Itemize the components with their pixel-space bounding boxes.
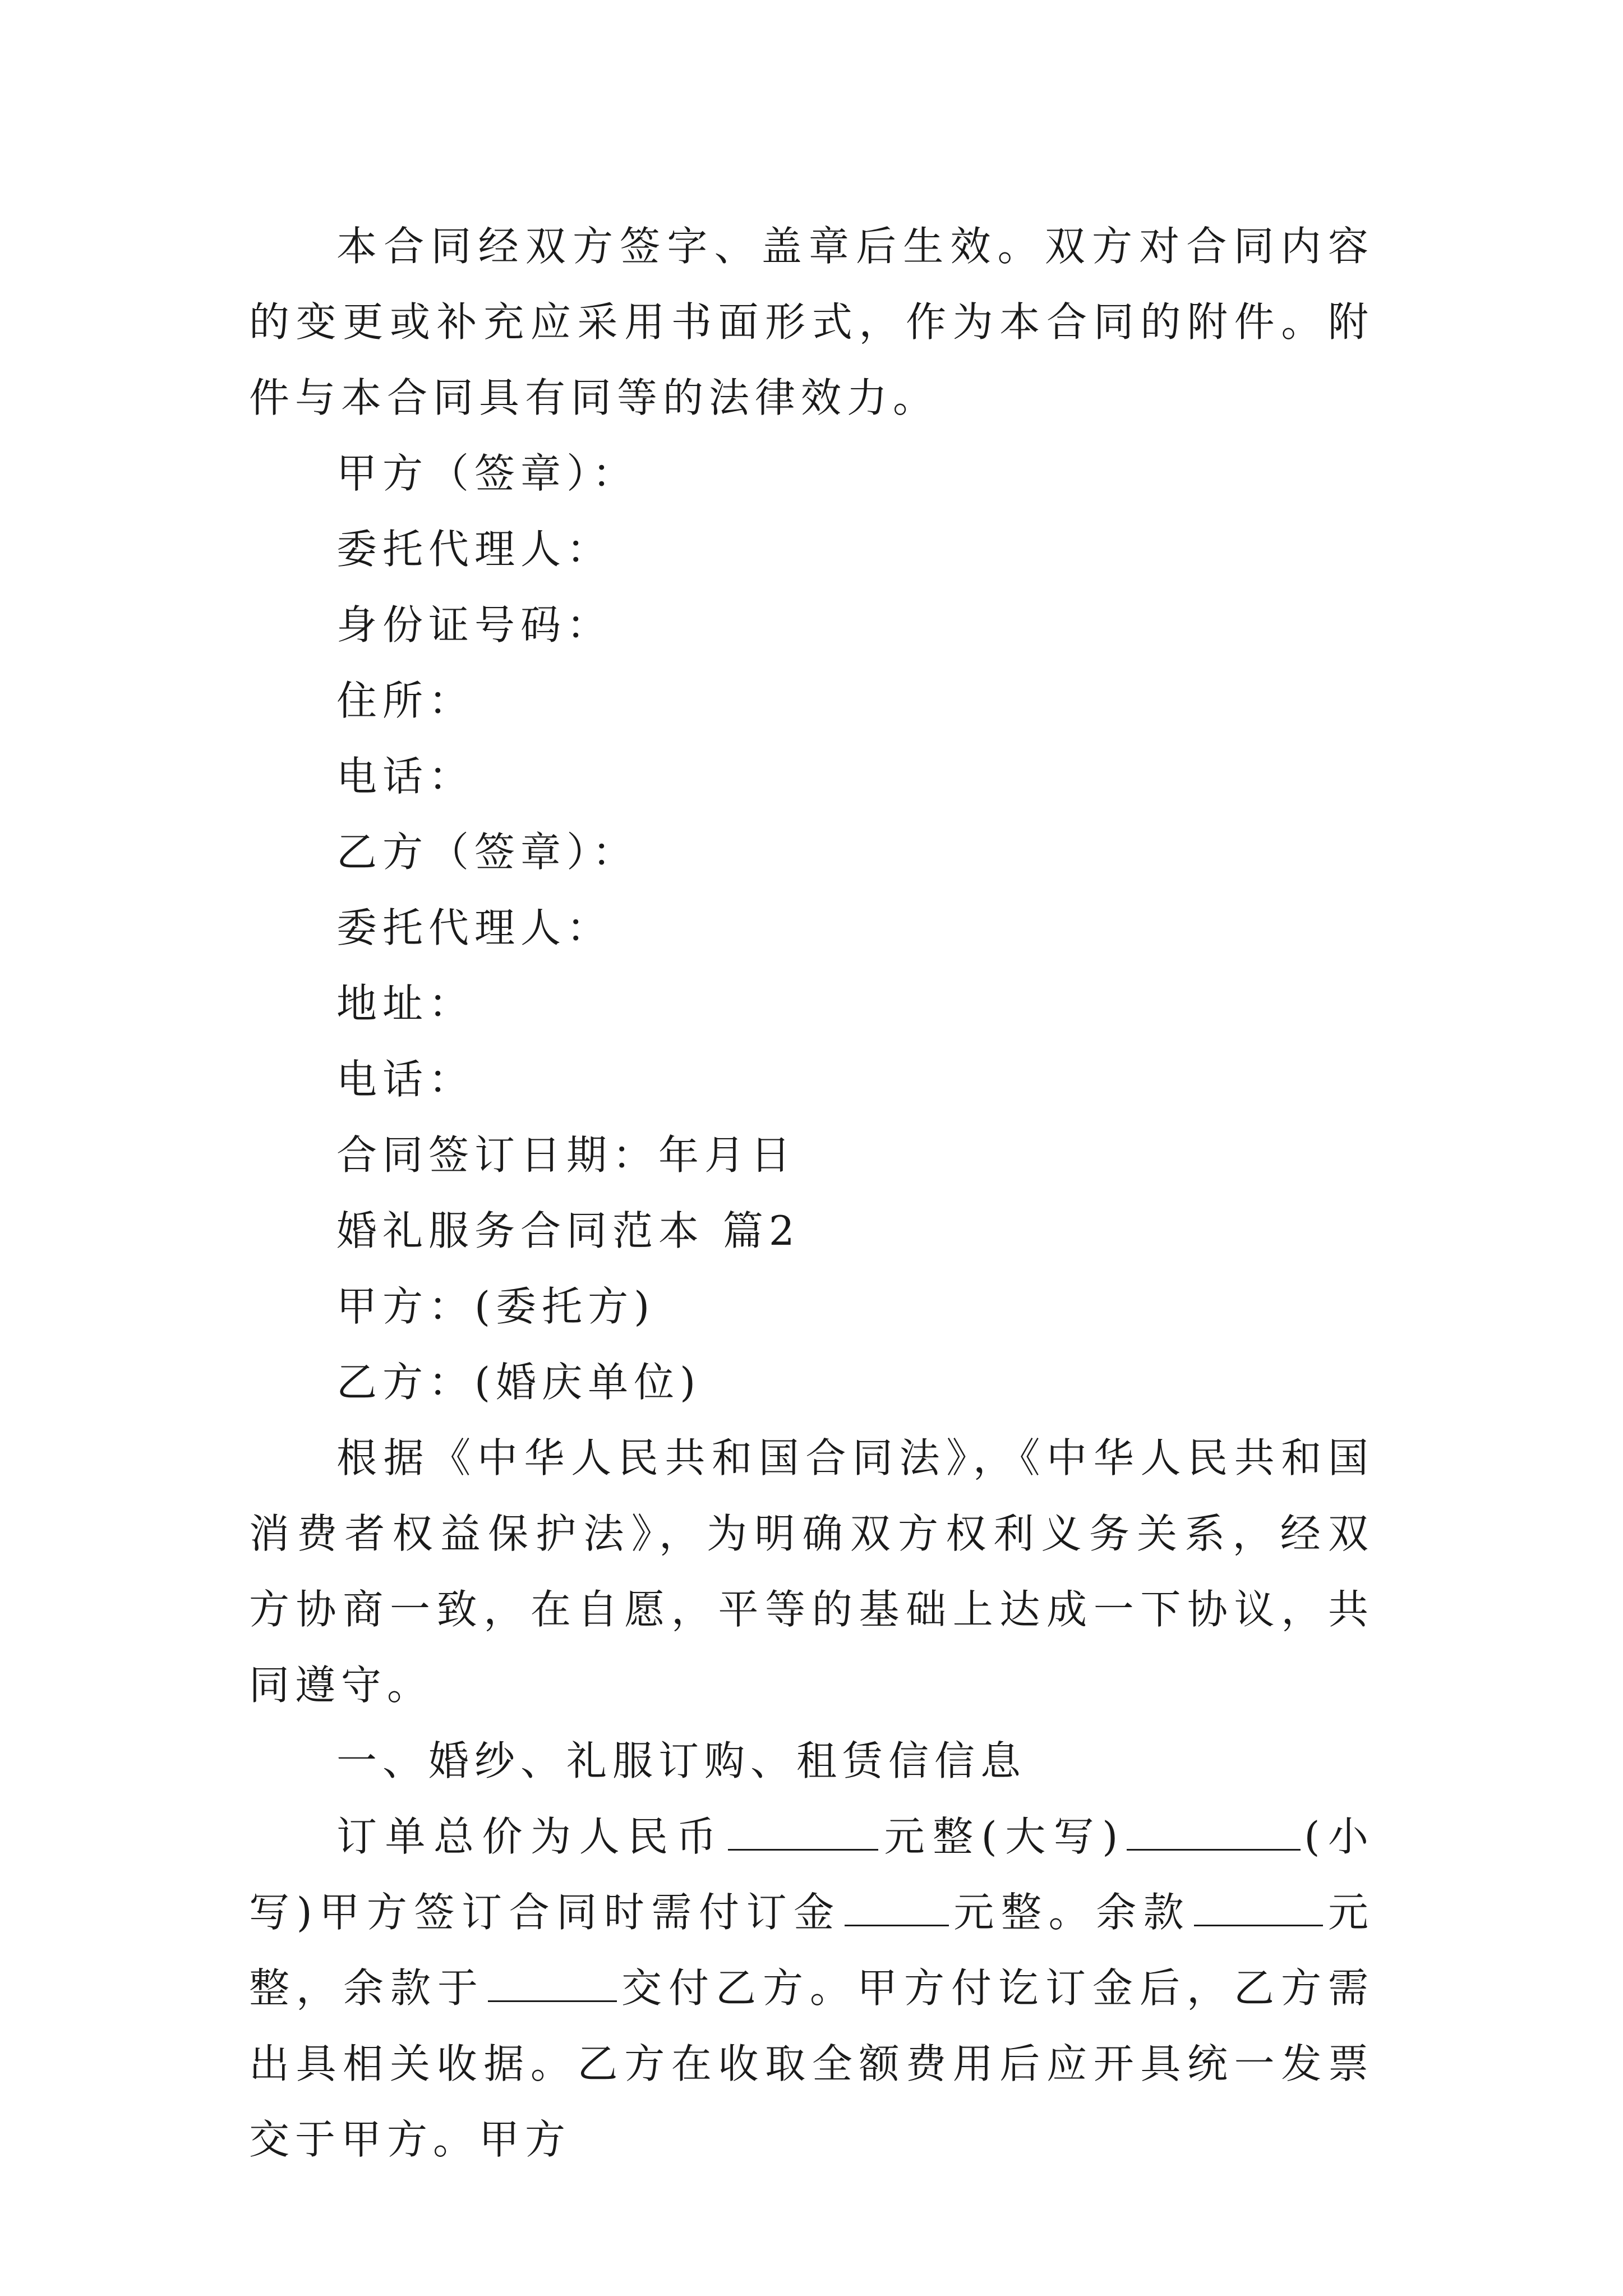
party-b-company-label: 乙方：(婚庆单位) xyxy=(336,1359,702,1406)
item-one-heading: 一、婚纱、礼服订购、租赁信信息 xyxy=(336,1737,1027,1784)
order-text-1: 订单总价为人民币 xyxy=(336,1813,725,1860)
party-a-seal-label: 甲方（签章）： xyxy=(336,450,639,497)
document-body xyxy=(249,209,1374,2178)
party-b-phone-label: 电话： xyxy=(336,1056,475,1103)
order-text-2: 元整(大写) xyxy=(882,1813,1124,1860)
sign-date-label: 合同签订日期：年月日 xyxy=(336,1131,797,1179)
price-uppercase-blank-field xyxy=(1127,1815,1301,1851)
paragraph-effective-clause: 本合同经双方签字、盖章后生效。双方对合同内容的变更或补充应采用书面形式，作为本合同的附件。附件与本合同具有同等的法律效力。 xyxy=(249,223,1374,421)
section-title: 婚礼服务合同范本 篇2 xyxy=(336,1207,800,1254)
order-text-4: 元整。余款 xyxy=(952,1889,1191,1936)
party-a-id-label: 身份证号码： xyxy=(336,601,613,648)
party-a-agent-label: 委托代理人： xyxy=(336,526,613,573)
order-text-5: 元整，余款于 xyxy=(249,1889,1374,2012)
order-text-3: (小写)甲方签订合同时需付订金 xyxy=(249,1813,1374,1936)
price-blank-field xyxy=(728,1815,878,1851)
party-b-address-label: 地址： xyxy=(336,980,475,1027)
order-text-6: 交付乙方。甲方付讫订金后，乙方需出具相关收据。乙方在收取全额费用后应开具统一发票交于甲方。甲方 xyxy=(249,1964,1374,2163)
deposit-blank-field xyxy=(845,1891,949,1926)
party-b-seal-label: 乙方（签章）： xyxy=(336,829,639,876)
party-a-phone-label: 电话： xyxy=(336,753,475,800)
paragraph-order-price xyxy=(249,1799,1374,2178)
paragraph-legal-basis: 根据《中华人民共和国合同法》，《中华人民共和国消费者权益保护法》，为明确双方权利义务关系，经双方协商一致，在自愿，平等的基础上达成一下协议，共同遵守。 xyxy=(249,1434,1374,1709)
payment-date-blank-field xyxy=(488,1967,617,2002)
party-a-residence-label: 住所： xyxy=(336,677,475,724)
party-a-client-label: 甲方：(委托方) xyxy=(336,1283,656,1330)
party-b-agent-label: 委托代理人： xyxy=(336,904,613,951)
balance-blank-field xyxy=(1194,1891,1323,1926)
